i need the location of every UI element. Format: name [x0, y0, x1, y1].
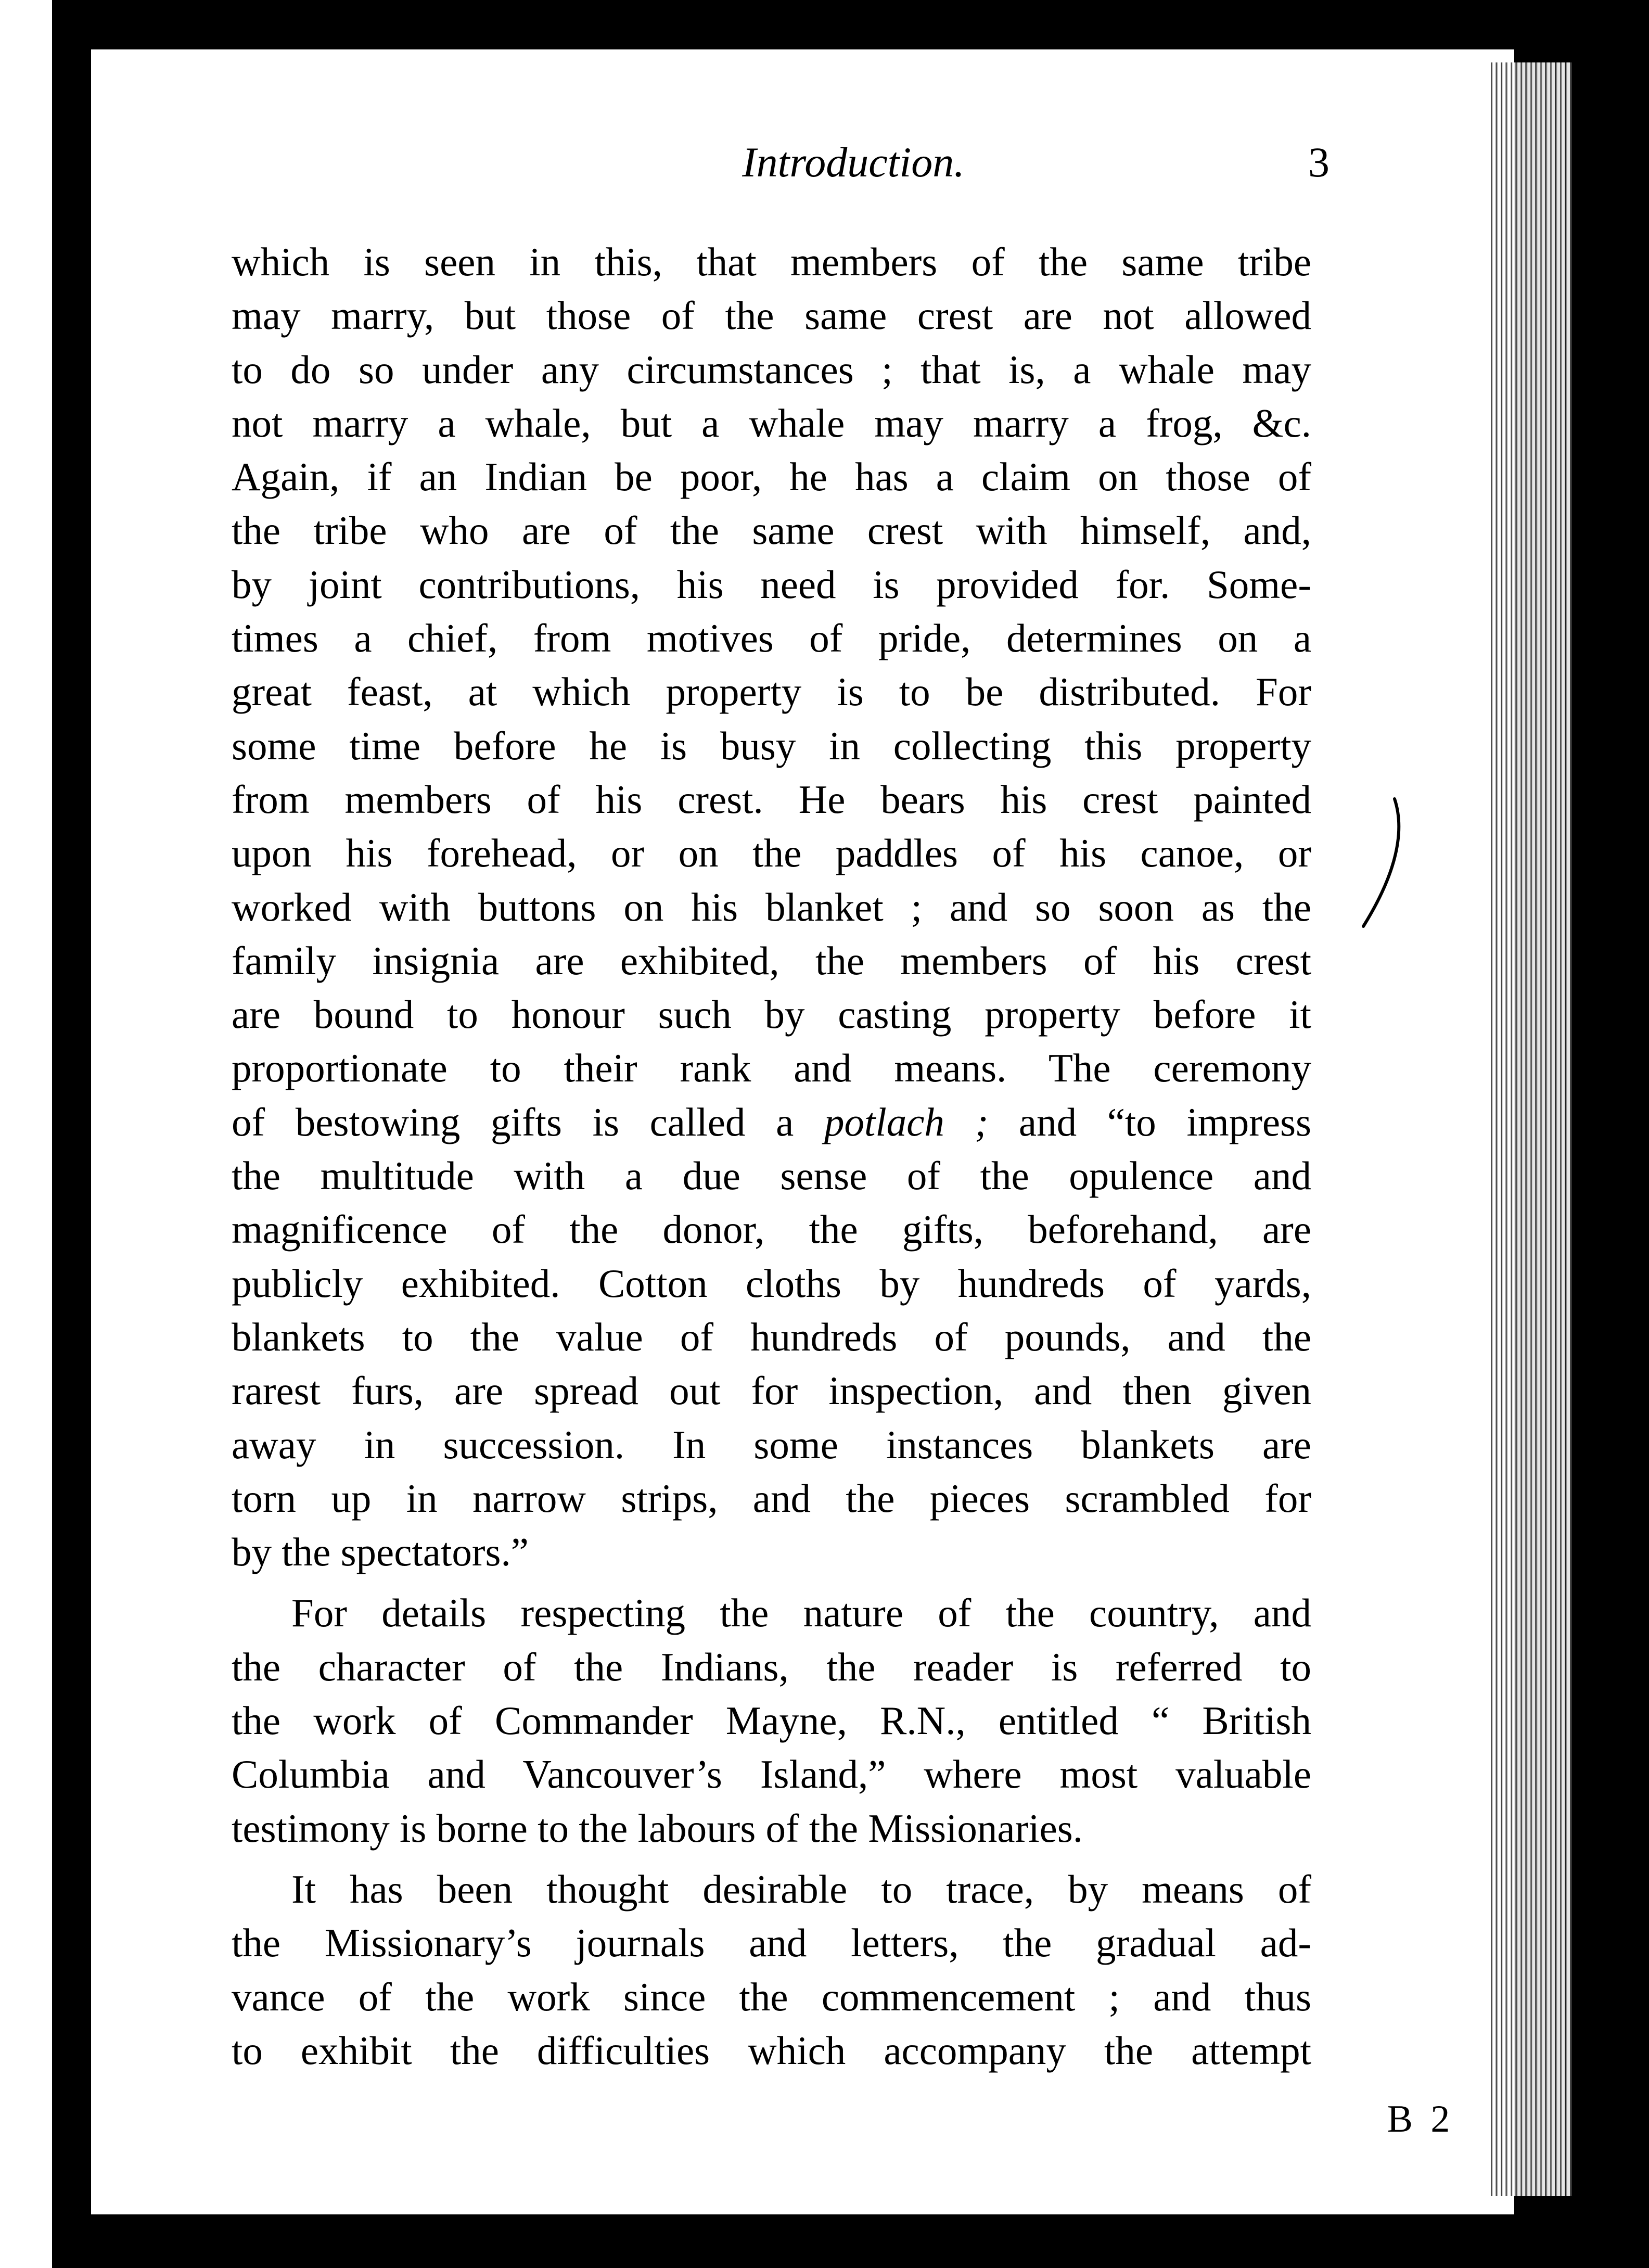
text-line: by the spectators.” [232, 1530, 529, 1575]
text-line: may marry, but those of the same crest are not allowed [232, 293, 1311, 338]
text-line: the character of the Indians, the reader is referred to [232, 1644, 1311, 1689]
paragraph-spacer [232, 1855, 1311, 1863]
text-line: worked with buttons on his blanket ; and so soon as the [232, 884, 1311, 929]
text-line: For details respecting the nature of the country, and [291, 1590, 1311, 1636]
text-line: away in succession. In some instances blankets are [232, 1422, 1311, 1467]
text-line: rarest furs, are spread out for inspection, and then given [232, 1368, 1311, 1413]
text-line: are bound to honour such by casting property before it [232, 992, 1311, 1037]
text-line: some time before he is busy in collecting this property [232, 723, 1311, 768]
text-line: to exhibit the difficulties which accompany the attempt [232, 2028, 1311, 2073]
running-title: Introduction. [742, 138, 965, 186]
text-line: publicly exhibited. Cotton cloths by hundreds of yards, [232, 1260, 1311, 1306]
text-line: magnificence of the donor, the gifts, beforehand, are [232, 1207, 1311, 1252]
text-line: the multitude with a due sense of the opulence and [232, 1153, 1311, 1199]
page-edge-texture [1488, 62, 1571, 2196]
text-line: to do so under any circumstances ; that is, a whale may [232, 347, 1311, 392]
body-text [232, 235, 1311, 2078]
text-line: the Missionary’s journals and letters, the gradual ad- [232, 1920, 1311, 1966]
italic-term: potlach ; [824, 1099, 989, 1144]
text-line: blankets to the value of hundreds of pounds, and the [232, 1314, 1311, 1359]
text-line: times a chief, from motives of pride, determines on a [232, 616, 1311, 661]
text-segment: of bestowing gifts is called a [232, 1099, 794, 1144]
text-line: vance of the work since the commencement ; and thus [232, 1974, 1311, 2019]
text-line: testimony is borne to the labours of the Missionaries. [232, 1805, 1083, 1851]
text-line: by joint contributions, his need is provided for. Some- [232, 562, 1311, 607]
text-line: the tribe who are of the same crest with himself, and, [232, 508, 1311, 553]
scan-margin-strip [0, 0, 52, 2268]
signature-mark: B 2 [1387, 2098, 1454, 2140]
margin-pencil-mark [1358, 796, 1405, 932]
text-line: Columbia and Vancouver’s Island,” where most valuable [232, 1752, 1311, 1797]
text-line: proportionate to their rank and means. The ceremony [232, 1046, 1311, 1091]
text-line: torn up in narrow strips, and the pieces scrambled for [232, 1475, 1311, 1521]
text-line: not marry a whale, but a whale may marry a frog, &c. [232, 400, 1311, 445]
text-line: the work of Commander Mayne, R.N., entitled “ British [232, 1698, 1311, 1743]
paragraph-spacer [232, 1579, 1311, 1586]
page-number: 3 [1308, 138, 1330, 186]
text-line: great feast, at which property is to be distributed. For [232, 669, 1311, 715]
text-line: Again, if an Indian be poor, he has a claim on those of [232, 454, 1311, 500]
text-line: which is seen in this, that members of the same tribe [232, 239, 1311, 284]
text-line: from members of his crest. He bears his crest painted [232, 776, 1311, 822]
text-line: upon his forehead, or on the paddles of his canoe, or [232, 831, 1311, 876]
text-line-potlach [232, 1095, 1311, 1149]
text-line: family insignia are exhibited, the members of his crest [232, 938, 1311, 983]
running-header [91, 138, 1514, 195]
text-line: It has been thought desirable to trace, by means of [291, 1866, 1311, 1912]
text-segment: and “to impress [1018, 1099, 1312, 1144]
